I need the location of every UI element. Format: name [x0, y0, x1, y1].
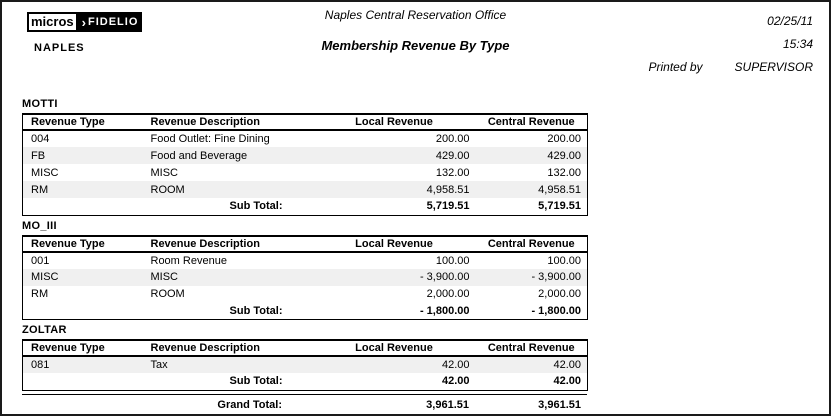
revenue-type-cell: FB [23, 147, 149, 164]
table-row [23, 252, 588, 269]
table-row [23, 269, 588, 286]
sub-total-central-value: - 1,800.00 [476, 303, 588, 320]
local-revenue-cell: 42.00 [313, 356, 476, 373]
table-row [23, 147, 588, 164]
table-row [23, 130, 588, 147]
column-header-revenue-type: Revenue Type [23, 340, 149, 356]
column-header-local-revenue: Local Revenue [313, 236, 476, 252]
office-name: Naples Central Reservation Office [324, 8, 507, 22]
empty-cell [23, 373, 149, 390]
revenue-type-cell: 001 [31, 254, 50, 267]
revenue-table [22, 235, 588, 321]
report-body [22, 98, 587, 415]
revenue-type-cell: MISC [23, 269, 149, 286]
empty-cell [23, 303, 149, 320]
revenue-description-cell: Food and Beverage [149, 147, 313, 164]
sub-total-label: Sub Total: [149, 198, 313, 215]
sub-total-row [23, 303, 588, 320]
local-revenue-cell: 200.00 [435, 133, 470, 145]
grand-total-central-value: 3,961.51 [538, 398, 581, 411]
central-revenue-cell: 100.00 [547, 254, 581, 267]
report-header [2, 2, 829, 94]
sub-total-central-value: 5,719.51 [476, 198, 588, 215]
revenue-description-cell: Tax [149, 356, 313, 373]
local-revenue-cell: 100.00 [435, 254, 470, 267]
micros-logo-text: micros [27, 12, 78, 32]
print-date: 02/25/11 [767, 14, 813, 28]
sub-total-local-value: - 1,800.00 [313, 303, 476, 320]
column-header-revenue-type: Revenue Type [23, 236, 149, 252]
print-time: 15:34 [782, 37, 813, 51]
central-revenue-cell: - 3,900.00 [476, 269, 588, 286]
sub-total-row [23, 373, 588, 390]
table-header-row [23, 340, 588, 356]
sub-total-label: Sub Total: [149, 373, 313, 390]
table-row [23, 164, 588, 181]
grand-total-block [22, 394, 587, 415]
revenue-table [22, 113, 588, 216]
printed-by-row [649, 60, 814, 74]
column-header-central-revenue: Central Revenue [476, 114, 588, 130]
revenue-description-cell: ROOM [150, 288, 185, 300]
column-header-local-revenue: Local Revenue [313, 114, 476, 130]
column-header-central-revenue: Central Revenue [476, 236, 588, 252]
sub-total-local-value: 42.00 [313, 373, 476, 390]
revenue-table [22, 339, 588, 391]
revenue-section [22, 324, 587, 391]
central-revenue-cell: 42.00 [476, 356, 588, 373]
column-header-revenue-description: Revenue Description [149, 340, 313, 356]
local-revenue-cell: 429.00 [313, 147, 476, 164]
column-header-revenue-type: Revenue Type [23, 114, 149, 130]
table-header-row [23, 236, 588, 252]
revenue-section [22, 98, 587, 216]
section-title: MO_III [22, 219, 57, 232]
revenue-description-cell: MISC [150, 166, 178, 179]
revenue-description-cell: MISC [149, 269, 313, 286]
table-row [23, 181, 588, 198]
revenue-section [22, 220, 587, 321]
table-header-row [23, 114, 588, 130]
table-row [23, 356, 588, 373]
grand-total-label: Grand Total: [217, 398, 282, 411]
grand-total-local-value: 3,961.51 [426, 398, 469, 411]
column-header-revenue-description: Revenue Description [149, 114, 313, 130]
revenue-description-cell: Food Outlet: Fine Dining [150, 133, 270, 145]
empty-cell [23, 198, 149, 215]
table-row [23, 286, 588, 303]
grand-total-table [22, 395, 587, 415]
arrow-right-icon: › [81, 14, 87, 30]
central-revenue-cell: 4,958.51 [476, 181, 588, 198]
sub-total-central-value: 42.00 [476, 373, 588, 390]
revenue-description-cell: ROOM [149, 181, 313, 198]
property-name: NAPLES [34, 42, 85, 54]
header-right [649, 14, 814, 74]
central-revenue-cell: 200.00 [547, 133, 581, 145]
empty-cell [22, 395, 148, 415]
revenue-description-cell: Room Revenue [150, 254, 227, 267]
printed-by-user: SUPERVISOR [734, 60, 813, 74]
revenue-type-cell: 081 [23, 356, 149, 373]
local-revenue-cell: 2,000.00 [426, 288, 470, 300]
local-revenue-cell: 132.00 [435, 166, 470, 179]
central-revenue-cell: 429.00 [476, 147, 588, 164]
local-revenue-cell: - 3,900.00 [313, 269, 476, 286]
central-revenue-cell: 2,000.00 [538, 288, 581, 300]
fidelio-logo-text: FIDELIO [87, 16, 139, 28]
central-revenue-cell: 132.00 [547, 166, 581, 179]
sub-total-label: Sub Total: [149, 303, 313, 320]
grand-total-row [22, 395, 587, 415]
column-header-local-revenue: Local Revenue [313, 340, 476, 356]
section-title: ZOLTAR [22, 324, 67, 336]
report-title: Membership Revenue By Type [321, 38, 510, 53]
column-header-revenue-description: Revenue Description [149, 236, 313, 252]
section-title: MOTTI [22, 98, 58, 110]
revenue-type-cell: 004 [31, 133, 50, 145]
sub-total-row [23, 198, 588, 215]
local-revenue-cell: 4,958.51 [313, 181, 476, 198]
printed-by-label: Printed by [648, 60, 703, 74]
revenue-type-cell: MISC [31, 166, 59, 179]
revenue-type-cell: RM [31, 288, 49, 300]
column-header-central-revenue: Central Revenue [476, 340, 588, 356]
sub-total-local-value: 5,719.51 [313, 198, 476, 215]
revenue-type-cell: RM [23, 181, 149, 198]
